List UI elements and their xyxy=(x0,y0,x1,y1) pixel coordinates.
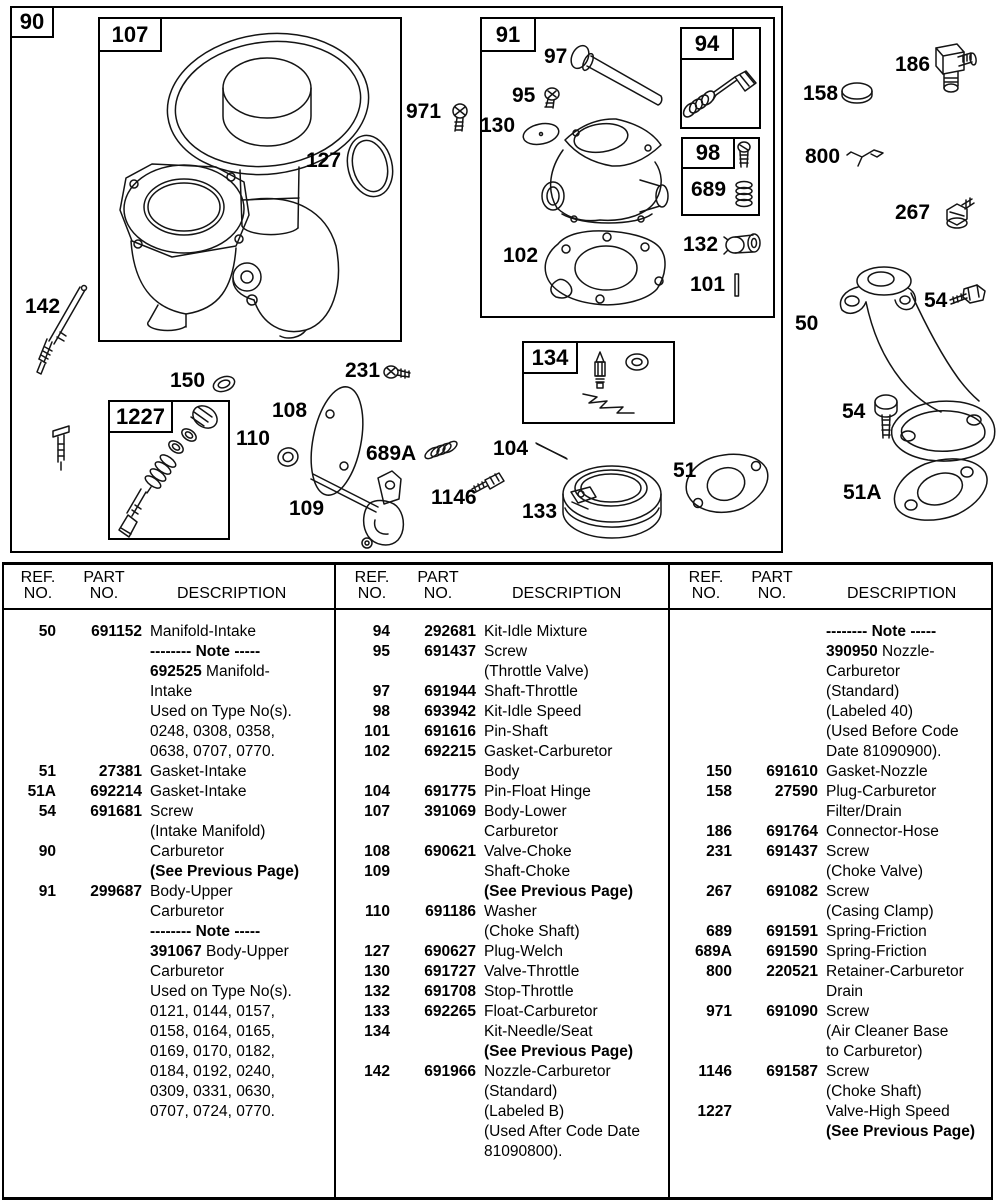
table-row xyxy=(676,842,1000,862)
description-cell: (Intake Manifold) xyxy=(150,823,266,840)
callout-127: 127 xyxy=(306,149,342,172)
callout-104: 104 xyxy=(493,437,529,460)
part-no-cell: 691610 xyxy=(766,763,818,780)
description-cell: (Choke Shaft) xyxy=(484,923,580,940)
ref-no-cell: 95 xyxy=(372,643,390,660)
description-cell: (Casing Clamp) xyxy=(826,903,934,920)
callout-150: 150 xyxy=(170,369,206,392)
ref-no-cell: 132 xyxy=(364,983,390,1000)
group-label-1227: 1227 xyxy=(108,400,173,433)
bolt-54-top-drawing xyxy=(950,285,985,304)
table-row xyxy=(334,982,666,1002)
part-no-cell: 691082 xyxy=(766,883,818,900)
description-cell: Shaft-Choke xyxy=(484,863,571,880)
description-cell: Carburetor xyxy=(150,963,225,980)
part-no-cell: 691591 xyxy=(766,923,818,940)
table-row xyxy=(0,1002,332,1022)
table-row xyxy=(676,982,1000,1002)
col3-header-ref: REF. xyxy=(688,569,724,586)
col2-header-description: DESCRIPTION xyxy=(512,585,622,602)
ref-no-cell: 134 xyxy=(364,1023,390,1040)
table-row xyxy=(676,882,1000,902)
ref-no-cell: 130 xyxy=(364,963,390,980)
table-row xyxy=(676,622,1000,642)
part-no-cell: 299687 xyxy=(90,883,142,900)
col3-header-description: DESCRIPTION xyxy=(847,585,957,602)
description-cell: 0707, 0724, 0770. xyxy=(150,1103,275,1120)
part-no-cell: 691944 xyxy=(424,683,476,700)
ref-no-cell: 90 xyxy=(38,843,56,860)
table-row xyxy=(0,982,332,1002)
description-cell: Screw xyxy=(826,883,870,900)
group-label-689: 689 xyxy=(691,178,727,201)
ref-no-cell: 133 xyxy=(364,1003,390,1020)
description-cell: Kit-Idle Speed xyxy=(484,703,582,720)
description-cell: Gasket-Intake xyxy=(150,783,247,800)
table-row xyxy=(334,942,666,962)
ref-no-cell: 150 xyxy=(706,763,732,780)
table-column-1 xyxy=(0,622,332,1122)
part-no-cell: 27590 xyxy=(774,783,818,800)
ref-no-cell: 142 xyxy=(364,1063,390,1080)
table-row xyxy=(334,642,666,662)
ref-no-cell: 97 xyxy=(372,683,390,700)
table-row xyxy=(676,1042,1000,1062)
description-cell: Carburetor xyxy=(826,663,901,680)
description-cell: Kit-Idle Mixture xyxy=(484,623,588,640)
description-cell: Filter/Drain xyxy=(826,803,902,820)
table-row xyxy=(0,682,332,702)
description-cell: Retainer-Carburetor xyxy=(826,963,964,980)
callout-689A: 689A xyxy=(366,442,417,465)
table-row xyxy=(676,702,1000,722)
table-row xyxy=(676,642,1000,662)
callout-51: 51 xyxy=(673,459,697,482)
part-no-cell: 691966 xyxy=(424,1063,476,1080)
ref-no-cell: 108 xyxy=(364,843,390,860)
description-cell: Carburetor xyxy=(150,843,225,860)
description-cell: 0158, 0164, 0165, xyxy=(150,1023,275,1040)
table-row xyxy=(0,922,332,942)
callout-130: 130 xyxy=(480,114,516,137)
table-row xyxy=(676,802,1000,822)
description-cell: Gasket-Nozzle xyxy=(826,763,928,780)
group-label-98: 98 xyxy=(681,137,735,169)
description-cell: -------- Note ----- xyxy=(826,623,937,640)
part-no-cell: 691186 xyxy=(425,903,476,920)
description-cell: Screw xyxy=(826,1063,870,1080)
ref-no-cell: 231 xyxy=(706,843,732,860)
description-cell: Kit-Needle/Seat xyxy=(484,1023,593,1040)
callout-132: 132 xyxy=(683,233,719,256)
table-row xyxy=(0,822,332,842)
description-cell: Valve-Throttle xyxy=(484,963,580,980)
table-row xyxy=(676,1122,1000,1142)
description-cell: Gasket-Carburetor xyxy=(484,743,613,760)
description-cell: (Standard) xyxy=(484,1083,558,1100)
description-cell: (See Previous Page) xyxy=(484,883,634,900)
part-no-cell: 691437 xyxy=(424,643,476,660)
description-cell: (See Previous Page) xyxy=(826,1123,976,1140)
intake-manifold-drawing xyxy=(840,267,994,461)
callout-142: 142 xyxy=(25,295,61,318)
description-cell: Valve-Choke xyxy=(484,843,572,860)
callout-1146: 1146 xyxy=(431,486,477,509)
callout-50: 50 xyxy=(795,312,819,335)
table-row xyxy=(334,1082,666,1102)
table-row xyxy=(0,662,332,682)
table-row xyxy=(334,622,666,642)
description-cell: Used on Type No(s). xyxy=(150,983,292,1000)
description-cell: Pin-Float Hinge xyxy=(484,783,591,800)
table-row xyxy=(334,682,666,702)
table-row xyxy=(0,742,332,762)
ref-no-cell: 186 xyxy=(706,823,732,840)
ref-no-cell: 1227 xyxy=(697,1103,732,1120)
description-cell: Carburetor xyxy=(150,903,225,920)
description-cell: 0184, 0192, 0240, xyxy=(150,1063,275,1080)
part-no-cell: 691090 xyxy=(766,1003,818,1020)
description-cell: Date 81090900). xyxy=(826,743,942,760)
table-row xyxy=(0,702,332,722)
description-cell: Intake xyxy=(150,683,193,700)
table-row xyxy=(676,962,1000,982)
group-label-91: 91 xyxy=(480,17,536,52)
part-no-cell: 691727 xyxy=(424,963,476,980)
table-row xyxy=(0,962,332,982)
table-row xyxy=(676,662,1000,682)
description-cell: (Used Before Code xyxy=(826,723,959,740)
ref-no-cell: 127 xyxy=(364,943,390,960)
hose-connector-drawing xyxy=(936,44,977,92)
table-row xyxy=(334,722,666,742)
part-no-cell: 391069 xyxy=(424,803,476,820)
description-cell: (Labeled B) xyxy=(484,1103,565,1120)
ref-no-cell: 101 xyxy=(364,723,390,740)
description-cell: Screw xyxy=(484,643,528,660)
table-row xyxy=(334,1102,666,1122)
table-row xyxy=(334,662,666,682)
description-cell: Body xyxy=(484,763,520,780)
table-row xyxy=(334,842,666,862)
group-label-90: 90 xyxy=(10,6,54,38)
ref-no-cell: 1146 xyxy=(698,1063,732,1080)
description-cell: Body-Upper xyxy=(150,883,233,900)
table-column-3 xyxy=(676,622,1000,1142)
table-row xyxy=(334,922,666,942)
description-cell: 81090800). xyxy=(484,1143,563,1160)
description-cell: (Used After Code Date xyxy=(484,1123,640,1140)
description-cell: 390950 Nozzle- xyxy=(826,643,935,660)
table-row xyxy=(0,622,332,642)
table-row xyxy=(676,1002,1000,1022)
description-cell: Nozzle-Carburetor xyxy=(484,1063,611,1080)
description-cell: to Carburetor) xyxy=(826,1043,923,1060)
callout-108: 108 xyxy=(272,399,308,422)
ref-no-cell: 98 xyxy=(372,703,390,720)
table-row xyxy=(676,742,1000,762)
description-cell: (See Previous Page) xyxy=(484,1043,634,1060)
part-no-cell: 690621 xyxy=(424,843,476,860)
group-label-107: 107 xyxy=(98,17,162,52)
callout-110: 110 xyxy=(236,427,270,450)
table-row xyxy=(334,742,666,762)
table-row xyxy=(334,862,666,882)
description-cell: (Choke Shaft) xyxy=(826,1083,922,1100)
ref-no-cell: 689A xyxy=(694,943,732,960)
table-row xyxy=(0,642,332,662)
col2-header-ref-no: NO. xyxy=(357,585,387,602)
table-row xyxy=(334,1022,666,1042)
ref-no-cell: 51 xyxy=(38,763,56,780)
description-cell: Screw xyxy=(150,803,194,820)
description-cell: Washer xyxy=(484,903,537,920)
description-cell: -------- Note ----- xyxy=(150,923,261,940)
callout-97: 97 xyxy=(544,45,568,68)
col1-header-part-no: NO. xyxy=(89,585,119,602)
table-row xyxy=(334,1042,666,1062)
description-cell: -------- Note ----- xyxy=(150,643,261,660)
table-row xyxy=(334,882,666,902)
part-no-cell: 691775 xyxy=(424,783,476,800)
description-cell: (Standard) xyxy=(826,683,900,700)
table-row xyxy=(0,1022,332,1042)
part-no-cell: 691616 xyxy=(424,723,476,740)
table-row xyxy=(0,1082,332,1102)
ref-no-cell: 110 xyxy=(364,903,390,920)
table-row xyxy=(0,1102,332,1122)
table-row xyxy=(676,682,1000,702)
exploded-diagram xyxy=(0,0,1000,562)
col3-header-ref-no: NO. xyxy=(691,585,721,602)
table-row xyxy=(0,1062,332,1082)
col1-header-ref-no: NO. xyxy=(23,585,53,602)
table-row xyxy=(676,902,1000,922)
description-cell: Manifold-Intake xyxy=(150,623,256,640)
col3-header-part-no: NO. xyxy=(757,585,787,602)
ref-no-cell: 54 xyxy=(38,803,56,820)
table-row xyxy=(0,902,332,922)
part-no-cell: 692215 xyxy=(424,743,476,760)
callout-101: 101 xyxy=(690,273,726,296)
description-cell: Connector-Hose xyxy=(826,823,939,840)
callout-267: 267 xyxy=(895,201,931,224)
screw-267-icon xyxy=(947,198,974,228)
part-no-cell: 691152 xyxy=(91,623,142,640)
table-row xyxy=(334,702,666,722)
description-cell: Plug-Welch xyxy=(484,943,563,960)
part-no-cell: 27381 xyxy=(98,763,142,780)
description-cell: 0309, 0331, 0630, xyxy=(150,1083,275,1100)
description-cell: (Choke Valve) xyxy=(826,863,924,880)
col1-header-ref: REF. xyxy=(20,569,56,586)
table-row xyxy=(676,822,1000,842)
ref-no-cell: 50 xyxy=(38,623,56,640)
part-no-cell: 691590 xyxy=(766,943,818,960)
description-cell: 0169, 0170, 0182, xyxy=(150,1043,275,1060)
table-row xyxy=(334,782,666,802)
table-row xyxy=(0,802,332,822)
description-cell: 0248, 0308, 0358, xyxy=(150,723,275,740)
description-cell: 0638, 0707, 0770. xyxy=(150,743,275,760)
description-cell: Screw xyxy=(826,1003,870,1020)
part-no-cell: 691764 xyxy=(766,823,818,840)
callout-51A: 51A xyxy=(843,481,882,504)
callout-54-top: 54 xyxy=(924,289,948,312)
callout-186: 186 xyxy=(895,53,931,76)
drain-retainer-drawing xyxy=(847,150,883,166)
table-row xyxy=(334,1142,666,1162)
part-no-cell: 220521 xyxy=(766,963,818,980)
table-row xyxy=(676,862,1000,882)
description-cell: (Labeled 40) xyxy=(826,703,914,720)
callout-95: 95 xyxy=(512,84,536,107)
table-row xyxy=(0,862,332,882)
description-cell: Plug-Carburetor xyxy=(826,783,937,800)
ref-no-cell: 689 xyxy=(706,923,732,940)
table-row xyxy=(676,942,1000,962)
table-row xyxy=(676,762,1000,782)
table-row xyxy=(676,782,1000,802)
part-no-cell: 292681 xyxy=(424,623,476,640)
group-label-94: 94 xyxy=(680,27,734,60)
ref-no-cell: 267 xyxy=(706,883,732,900)
table-row xyxy=(334,902,666,922)
callout-231: 231 xyxy=(345,359,381,382)
table-row xyxy=(334,1062,666,1082)
description-cell: (Air Cleaner Base xyxy=(826,1023,949,1040)
description-cell: Stop-Throttle xyxy=(484,983,574,1000)
table-row xyxy=(676,1062,1000,1082)
description-cell: Screw xyxy=(826,843,870,860)
callout-800: 800 xyxy=(805,145,841,168)
table-row xyxy=(0,1042,332,1062)
description-cell: Carburetor xyxy=(484,823,559,840)
col1-header-part: PART xyxy=(83,569,125,586)
group-label-134: 134 xyxy=(522,341,578,374)
description-cell: (Throttle Valve) xyxy=(484,663,589,680)
ref-no-cell: 109 xyxy=(364,863,390,880)
table-row xyxy=(676,722,1000,742)
part-no-cell: 690627 xyxy=(424,943,476,960)
table-divider-2 xyxy=(668,562,670,1198)
callout-133: 133 xyxy=(522,500,558,523)
description-cell: 0121, 0144, 0157, xyxy=(150,1003,275,1020)
col2-header-part-no: NO. xyxy=(423,585,453,602)
ref-no-cell: 158 xyxy=(706,783,732,800)
table-row xyxy=(676,1102,1000,1122)
table-row xyxy=(676,1082,1000,1102)
part-no-cell: 692265 xyxy=(424,1003,476,1020)
ref-no-cell: 91 xyxy=(38,883,56,900)
table-row xyxy=(676,922,1000,942)
box-107 xyxy=(98,17,402,342)
ref-no-cell: 971 xyxy=(706,1003,732,1020)
callout-971: 971 xyxy=(406,100,442,123)
description-cell: Float-Carburetor xyxy=(484,1003,598,1020)
bolt-54-bottom-drawing xyxy=(875,395,897,438)
table-header-rule xyxy=(2,608,993,610)
col2-header-ref: REF. xyxy=(354,569,390,586)
table-row xyxy=(334,1002,666,1022)
part-no-cell: 691587 xyxy=(766,1063,818,1080)
description-cell: Shaft-Throttle xyxy=(484,683,578,700)
col2-header-part: PART xyxy=(417,569,459,586)
table-row xyxy=(334,822,666,842)
description-cell: 692525 Manifold- xyxy=(150,663,270,680)
table-row xyxy=(0,942,332,962)
ref-no-cell: 102 xyxy=(364,743,390,760)
carburetor-plug-drawing xyxy=(842,83,872,103)
part-no-cell: 692214 xyxy=(90,783,142,800)
table-top-border xyxy=(2,562,993,565)
ref-no-cell: 104 xyxy=(364,783,390,800)
table-row xyxy=(676,1022,1000,1042)
table-row xyxy=(0,842,332,862)
description-cell: Spring-Friction xyxy=(826,923,927,940)
part-no-cell: 693942 xyxy=(424,703,476,720)
col1-header-description: DESCRIPTION xyxy=(177,585,287,602)
ref-no-cell: 800 xyxy=(706,963,732,980)
callout-158: 158 xyxy=(803,82,839,105)
description-cell: Pin-Shaft xyxy=(484,723,548,740)
table-column-2 xyxy=(334,622,666,1162)
description-cell: (See Previous Page) xyxy=(150,863,300,880)
table-row xyxy=(0,722,332,742)
callout-109: 109 xyxy=(289,497,325,520)
description-cell: Spring-Friction xyxy=(826,943,927,960)
description-cell: Drain xyxy=(826,983,864,1000)
ref-no-cell: 51A xyxy=(27,783,56,800)
part-no-cell: 691437 xyxy=(766,843,818,860)
gasket-51A-drawing xyxy=(894,459,987,520)
callout-102: 102 xyxy=(503,244,539,267)
part-no-cell: 691681 xyxy=(90,803,142,820)
ref-no-cell: 107 xyxy=(364,803,390,820)
part-no-cell: 691708 xyxy=(424,983,476,1000)
table-row xyxy=(0,782,332,802)
table-row xyxy=(334,802,666,822)
col3-header-part: PART xyxy=(751,569,793,586)
description-cell: Body-Lower xyxy=(484,803,567,820)
table-row xyxy=(334,762,666,782)
callout-54-bottom: 54 xyxy=(842,400,866,423)
description-cell: Used on Type No(s). xyxy=(150,703,292,720)
table-row xyxy=(334,962,666,982)
description-cell: 391067 Body-Upper xyxy=(150,943,289,960)
description-cell: Gasket-Intake xyxy=(150,763,247,780)
table-row xyxy=(0,762,332,782)
description-cell: Valve-High Speed xyxy=(826,1103,950,1120)
table-row xyxy=(0,882,332,902)
ref-no-cell: 94 xyxy=(372,623,390,640)
table-row xyxy=(334,1122,666,1142)
